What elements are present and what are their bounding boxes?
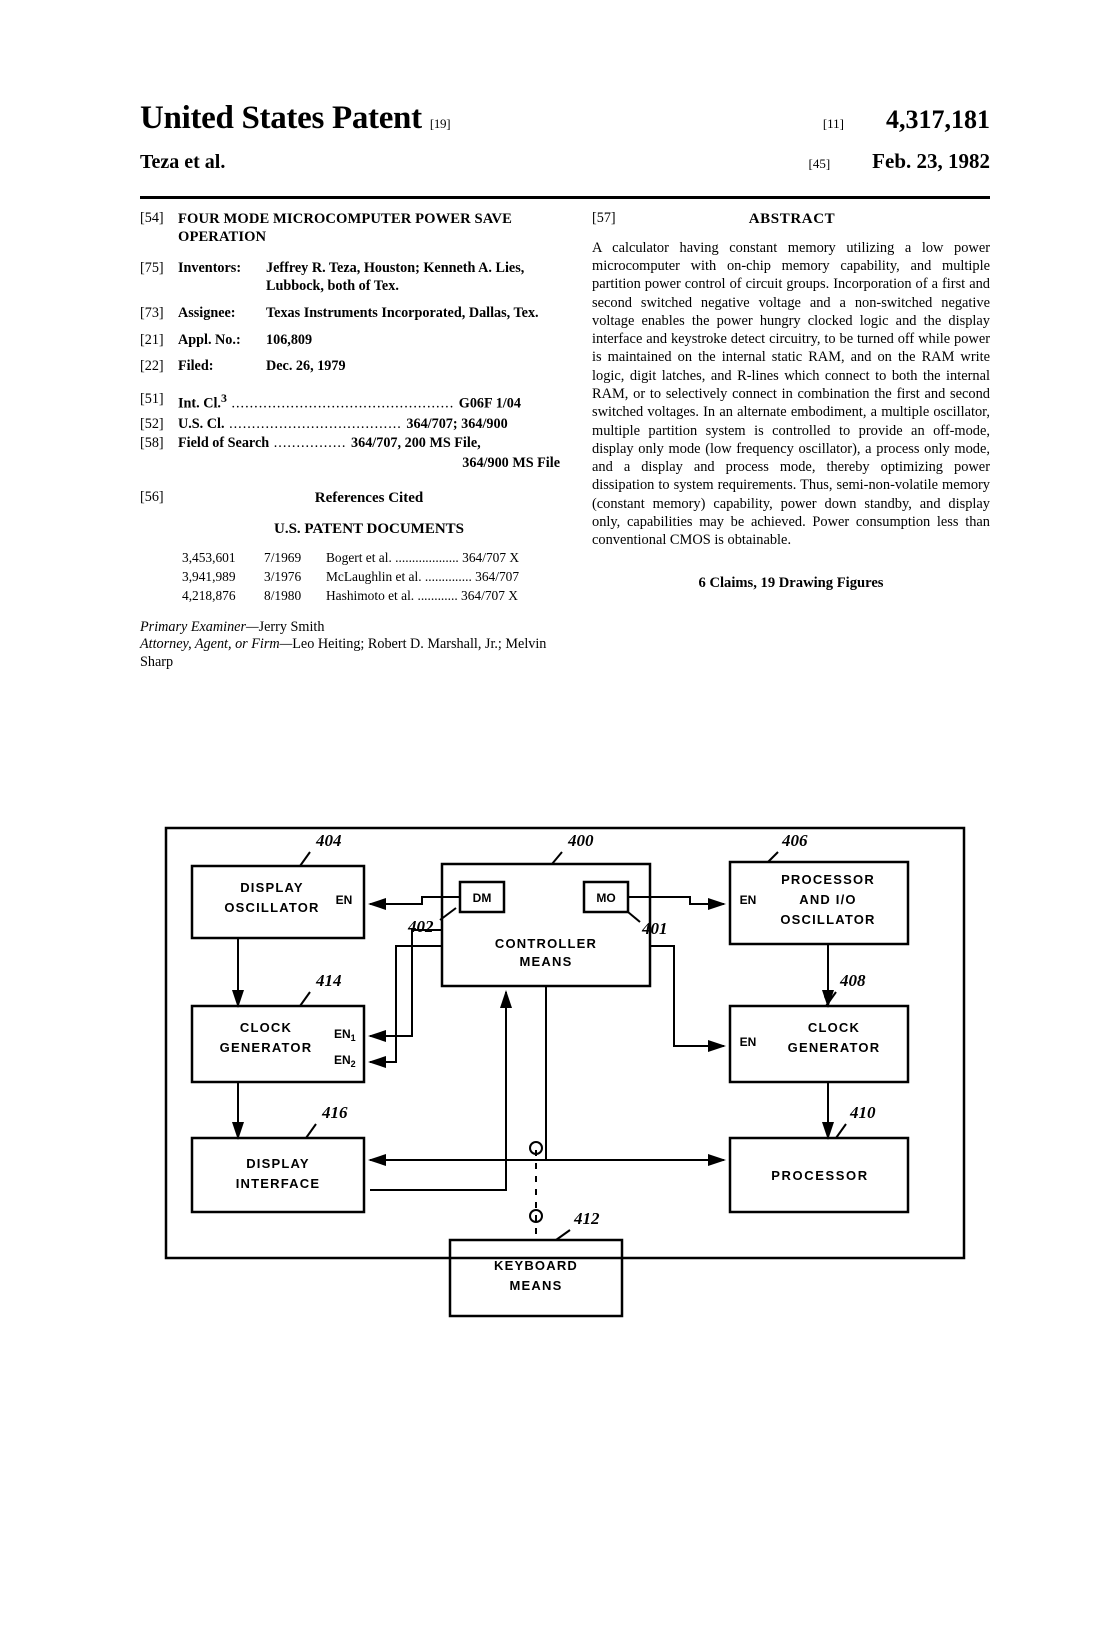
inventors-tag: [75] <box>140 260 164 277</box>
field-of-search-value: 364/707, 200 MS File, <box>351 435 481 452</box>
controller-label-2: MEANS <box>519 954 573 969</box>
us-cl-dots: ...................................... <box>224 415 407 432</box>
left-column <box>140 210 560 672</box>
filed-field <box>140 358 560 376</box>
us-cl-line <box>140 416 560 434</box>
ref-dots: ............ <box>414 587 462 603</box>
patent-date: Feb. 23, 1982 <box>872 149 990 173</box>
inventors-label: Inventors: <box>178 260 242 277</box>
int-cl-line <box>140 391 560 413</box>
keyboard-label-1: KEYBOARD <box>494 1258 578 1273</box>
ref-dots: .............. <box>421 569 476 585</box>
table-row <box>140 550 560 567</box>
keyboard-label-2: MEANS <box>509 1278 563 1293</box>
filed-value: Dec. 26, 1979 <box>266 358 346 375</box>
ref-date: 8/1980 <box>264 587 302 603</box>
int-cl-tag: [51] <box>140 391 164 408</box>
display-oscillator-label-1: DISPLAY <box>240 880 304 895</box>
header-second-row <box>140 149 990 174</box>
us-cl-tag: [52] <box>140 415 164 432</box>
ref-401: 401 <box>642 919 668 938</box>
block-display-interface <box>192 1138 364 1212</box>
field-of-search-tag: [58] <box>140 435 164 452</box>
header-divider <box>140 196 990 199</box>
clock-generator-left-en1: $EN_1$ <box>334 1027 356 1043</box>
processor-io-label-1: PROCESSOR <box>781 872 875 887</box>
ref-406: 406 <box>782 831 808 850</box>
ref-name: McLaughlin et al. <box>326 569 422 585</box>
junction-dot-right <box>824 992 832 1000</box>
ref-number: 3,941,989 <box>182 569 236 585</box>
references-cited-header <box>140 489 560 508</box>
int-cl-dots: ................................................. <box>226 395 459 412</box>
assignee-value: Texas Instruments Incorporated, Dallas, Tex. <box>266 304 539 321</box>
ref-assignee <box>326 569 560 586</box>
ref-412: 412 <box>574 1209 600 1228</box>
field-of-search-continued: 364/900 MS File <box>462 455 560 472</box>
wire-controller-to-clock-right-en <box>650 946 724 1046</box>
ref-class: 364/707 X <box>461 587 518 603</box>
patent-date-group <box>801 149 991 174</box>
attorney-line <box>140 636 560 672</box>
ref-414: 414 <box>316 971 342 990</box>
ref-402: 402 <box>408 917 434 936</box>
processor-io-label-2: AND I/O <box>799 892 857 907</box>
processor-io-label-3: OSCILLATOR <box>780 912 876 927</box>
display-oscillator-label-2: OSCILLATOR <box>224 900 320 915</box>
clock-generator-left-label-1: CLOCK <box>239 1020 293 1035</box>
processor-label: PROCESSOR <box>771 1168 869 1183</box>
abstract-tag: [57] <box>592 210 616 226</box>
us-patent-documents-label: U.S. PATENT DOCUMENTS <box>273 520 465 537</box>
header-top-row <box>140 100 990 137</box>
invention-title-block <box>140 210 560 246</box>
title-mark: [19] <box>429 116 451 131</box>
ref-assignee <box>326 550 560 567</box>
inventors-value: Jeffrey R. Teza, Houston; Kenneth A. Lies, Lubbock, both of Tex. <box>266 260 525 295</box>
ref-dots: ................... <box>391 550 463 566</box>
appl-no-tag: [21] <box>140 331 164 348</box>
inventors-field <box>140 260 560 296</box>
assignee-label: Assignee: <box>178 304 236 321</box>
appl-no-field <box>140 332 560 350</box>
right-column <box>592 210 990 592</box>
int-cl-label: Int. Cl. <box>178 395 221 412</box>
primary-examiner-label: Primary Examiner— <box>140 618 259 635</box>
ref-number: 4,218,876 <box>182 587 236 603</box>
patent-figure <box>150 820 980 1360</box>
number-mark: [11] <box>822 116 844 131</box>
int-cl-value: G06F 1/04 <box>458 395 521 412</box>
references-cited-label: References Cited <box>314 489 424 506</box>
field-of-search-label: Field of Search <box>178 435 270 452</box>
patent-header <box>140 100 990 174</box>
patent-title-text: United States Patent <box>140 100 422 136</box>
examiner-block <box>140 619 560 672</box>
ref-class: 364/707 X <box>462 550 520 566</box>
wire-mo-to-processor-osc <box>628 897 724 904</box>
claims-figures-line: 6 Claims, 19 Drawing Figures <box>698 574 884 591</box>
us-cl-label: U.S. Cl. <box>178 415 225 432</box>
figure-svg <box>150 820 980 1360</box>
clock-generator-right-label-1: CLOCK <box>807 1020 861 1035</box>
ref-date: 7/1969 <box>264 550 302 566</box>
field-of-search-line <box>140 435 560 453</box>
int-cl-sup: 3 <box>220 391 227 406</box>
inventor-line: Teza et al. <box>140 151 226 173</box>
abstract-header <box>592 210 990 229</box>
assignee-tag: [73] <box>140 304 164 321</box>
filed-tag: [22] <box>140 358 164 375</box>
page-title <box>140 100 450 137</box>
display-interface-label-2: INTERFACE <box>235 1176 321 1191</box>
ref-416: 416 <box>322 1103 348 1122</box>
primary-examiner-line <box>140 619 560 637</box>
assignee-field <box>140 305 560 323</box>
controller-label-1: CONTROLLER <box>494 936 598 951</box>
mo-pin-label: MO <box>596 891 616 905</box>
ref-name: Hashimoto et al. <box>326 587 415 603</box>
wire-controller-to-en2 <box>370 946 442 1062</box>
patent-number: 4,317,181 <box>886 105 990 134</box>
display-oscillator-en: EN <box>335 893 353 907</box>
processor-io-en: EN <box>739 893 757 907</box>
patent-number-group <box>815 105 990 135</box>
primary-examiner-name: Jerry Smith <box>258 618 325 635</box>
filed-label: Filed: <box>178 358 214 375</box>
clock-generator-right-label-2: GENERATOR <box>787 1040 881 1055</box>
invention-title-tag: [54] <box>140 210 164 226</box>
appl-no-label: Appl. No.: <box>178 331 241 348</box>
ref-assignee <box>326 588 560 605</box>
abstract-label: ABSTRACT <box>748 211 836 227</box>
us-cl-value: 364/707; 364/900 <box>406 415 508 432</box>
attorney-name: Leo Heiting; Robert D. Marshall, Jr.; Melvin Sharp <box>140 636 547 671</box>
clock-generator-left-label-2: GENERATOR <box>219 1040 313 1055</box>
ref-class: 364/707 <box>475 569 520 585</box>
ref-number: 3,453,601 <box>182 550 236 566</box>
invention-title: FOUR MODE MICROCOMPUTER POWER SAVE OPERATION <box>178 211 512 246</box>
ref-name: Bogert et al. <box>326 550 392 566</box>
ref-date: 3/1976 <box>264 569 302 585</box>
clock-generator-right-en: EN <box>739 1035 757 1049</box>
table-row <box>140 588 560 605</box>
appl-no-value: 106,809 <box>266 331 313 348</box>
ref-400: 400 <box>568 831 594 850</box>
clock-generator-left-en2: $EN_2$ <box>334 1053 356 1069</box>
date-mark: [45] <box>808 156 831 171</box>
references-tag: [56] <box>140 488 164 505</box>
table-row <box>140 569 560 586</box>
ref-408: 408 <box>840 971 866 990</box>
display-interface-label-1: DISPLAY <box>246 1156 310 1171</box>
abstract-text: A calculator having constant memory utilizing a low power microcomputer with on-chip memory capability, and multiple partition power control of circuit groups. Incorporation of a first and second switched negative voltage and a non-switched negative voltage enables the power hungry clocked logic and the display interface and keystroke detect circuitry, to be turned off while power is maintained on the internal static RAM, and on the RAM write logic, digit latches, and R-lines which connect to both the internal RAM, or to selectively connect in combination the first and second switched voltages. In an alternate embodiment, a multiple oscillator, multiple partition system is controlled to provide an off-mode, display only mode (low frequency oscillator), a process only mode, and a display and process mode, thereby optimizing power dissipation to system requirements. Thus, semi-non-volatile memory (constant memory) capability, power down standby, and display only, capabilities may be achieved. Power consumption less than conventional CMOS is obtainable. <box>592 239 990 549</box>
dm-pin-label: DM <box>472 891 492 905</box>
ref-410: 410 <box>850 1103 876 1122</box>
ref-404: 404 <box>316 831 342 850</box>
wire-dm-to-display-osc <box>370 897 460 904</box>
attorney-label: Attorney, Agent, or Firm— <box>140 636 293 653</box>
field-of-search-dots: ................ <box>269 435 352 452</box>
